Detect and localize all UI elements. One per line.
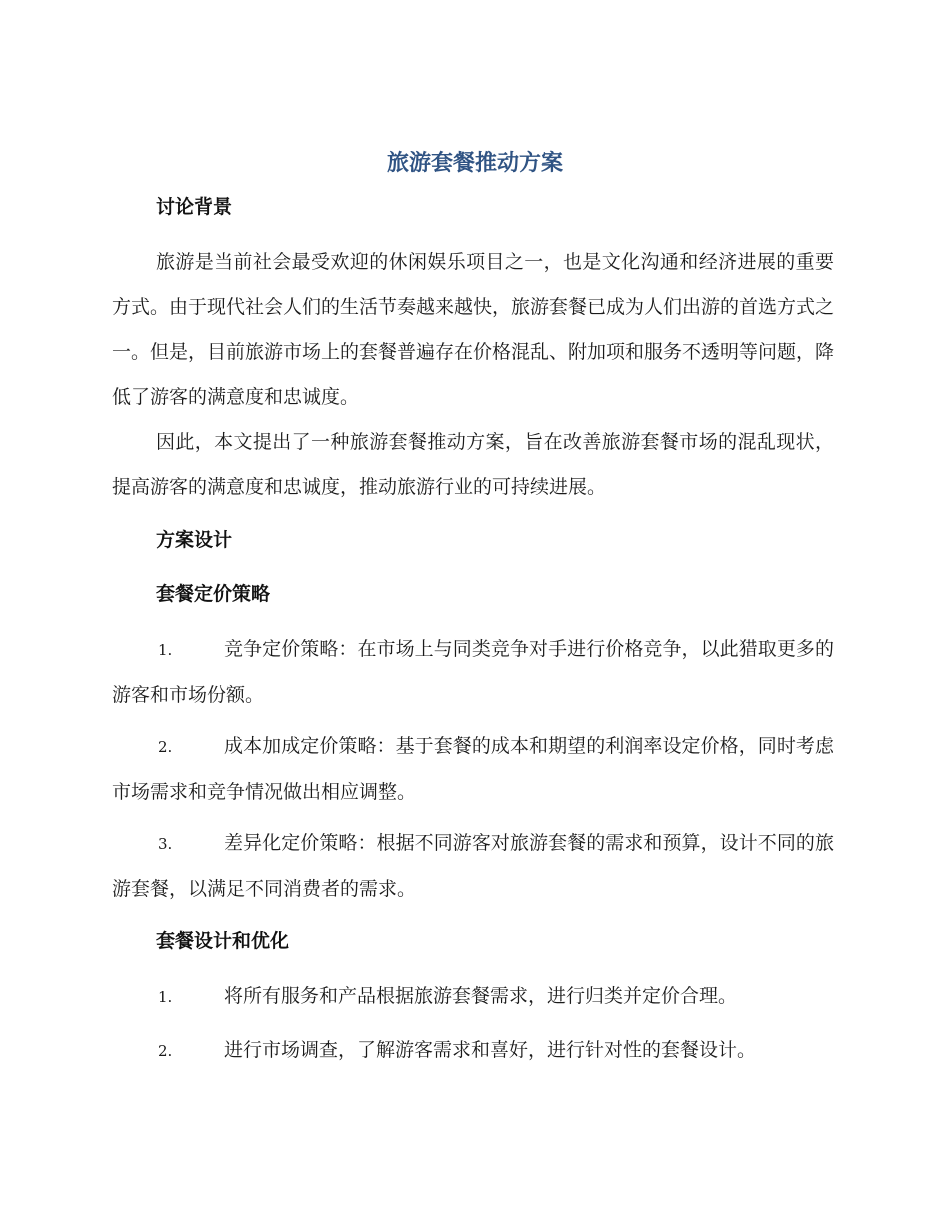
list-number: 1. xyxy=(158,641,173,659)
section-heading-optimization: 套餐设计和优化 xyxy=(156,930,290,952)
list-number: 2. xyxy=(158,738,173,756)
document-title: 旅游套餐推动方案 xyxy=(386,151,563,176)
list-item-text: 将所有服务和产品根据旅游套餐需求，进行归类并定价合理。 xyxy=(224,985,738,1007)
list-item-pricing-2 xyxy=(112,724,834,815)
section-heading-background: 讨论背景 xyxy=(156,196,233,218)
section-heading-pricing: 套餐定价策略 xyxy=(156,583,271,605)
list-item-text: 进行市场调查，了解游客需求和喜好，进行针对性的套餐设计。 xyxy=(224,1039,757,1061)
list-number: 3. xyxy=(158,835,173,853)
list-item-text: 竞争定价策略：在市场上与同类竞争对手进行价格竞争，以此猎取更多的游客和市场份额。 xyxy=(112,638,834,706)
list-number: 1. xyxy=(158,988,173,1006)
list-item-optimization-1 xyxy=(112,974,834,1020)
list-item-pricing-1 xyxy=(112,627,834,718)
list-item-pricing-3 xyxy=(112,821,834,912)
section-heading-design: 方案设计 xyxy=(156,529,233,551)
paragraph-background-2: 因此，本文提出了一种旅游套餐推动方案，旨在改善旅游套餐市场的混乱现状，提高游客的满意度和忠诚度，推动旅游行业的可持续进展。 xyxy=(112,431,834,498)
list-item-text: 成本加成定价策略：基于套餐的成本和期望的利润率设定价格，同时考虑市场需求和竞争情况做出相应调整。 xyxy=(112,735,834,803)
list-item-optimization-2 xyxy=(112,1028,834,1074)
list-number: 2. xyxy=(158,1042,173,1060)
paragraph-background-1: 旅游是当前社会最受欢迎的休闲娱乐项目之一，也是文化沟通和经济进展的重要方式。由于现代社会人们的生活节奏越来越快，旅游套餐已成为人们出游的首选方式之一。但是，目前旅游市场上的套餐普遍存在价格混乱、附加项和服务不透明等问题，降低了游客的满意度和忠诚度。 xyxy=(112,251,835,408)
list-item-text: 差异化定价策略：根据不同游客对旅游套餐的需求和预算，设计不同的旅游套餐，以满足不同消费者的需求。 xyxy=(112,832,834,900)
